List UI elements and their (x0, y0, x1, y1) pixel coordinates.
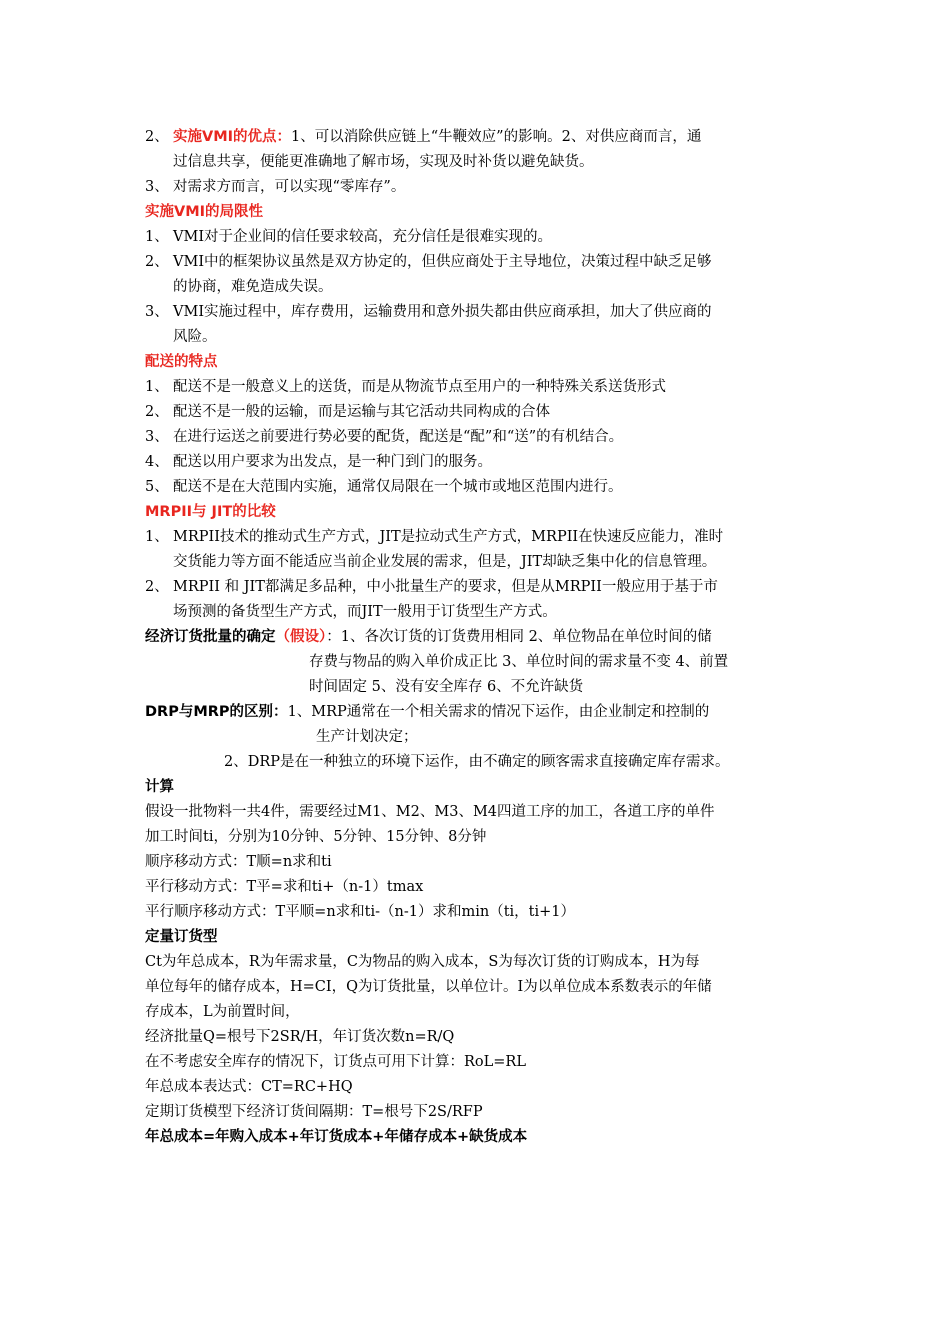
list-item (145, 250, 807, 300)
item-text: VMI中的框架协议虽然是双方协定的，但供应商处于主导地位，决策过程中缺乏足够 (173, 254, 712, 270)
list-item (145, 425, 807, 450)
item-number: 2、 (145, 129, 169, 145)
fixed-qty-line: 在不考虑安全库存的情况下，订货点可用下计算：RoL=RL (145, 1054, 526, 1070)
item-text: MRPII技术的推动式生产方式，JIT是拉动式生产方式，MRPII在快速反应能力，准时 (173, 529, 724, 545)
mrp-jit-list (145, 525, 807, 625)
item-number: 3、 (145, 304, 169, 320)
fixed-qty-line: 年总成本表达式：CT=RC+HQ (145, 1079, 353, 1095)
eoq-assumption-label: （假设） (275, 629, 327, 645)
calc-line: 顺序移动方式：T顺=n求和ti (145, 854, 332, 870)
fixed-qty-line: Ct为年总成本，R为年需求量，C为物品的购入成本，S为每次订货的订购成本，H为每 (145, 954, 700, 970)
drp-mrp-text: 1、MRP通常在一个相关需求的情况下运作，由企业制定和控制的 (287, 704, 710, 720)
drp-mrp-label: DRP与MRP的区别： (145, 704, 288, 720)
calc-line: 假设一批物料一共4件，需要经过M1、M2、M3、M4四道工序的加工，各道工序的单件 (145, 804, 715, 820)
drp-mrp-text: 生产计划决定； (316, 729, 418, 745)
eoq-text: ：1、各次订货的订货费用相同 2、单位物品在单位时间的储 (326, 629, 712, 645)
item-text: 场预测的备货型生产方式，而JIT一般用于订货型生产方式。 (173, 604, 557, 620)
list-item (145, 300, 807, 350)
item-text: VMI对于企业间的信任要求较高，充分信任是很难实现的。 (173, 229, 553, 245)
document-body (145, 125, 807, 1150)
fixed-qty-line: 单位每年的储存成本，H=CI，Q为订货批量，以单位计。I为以单位成本系数表示的年储 (145, 979, 712, 995)
section-heading-mrp-jit: MRPII与 JIT的比较 (145, 504, 276, 520)
item-text: 的协商，难免造成失误。 (173, 279, 333, 295)
item-text: 配送以用户要求为出发点，是一种门到门的服务。 (173, 454, 492, 470)
drp-mrp-block (145, 700, 807, 775)
delivery-list (145, 375, 807, 500)
list-item (145, 175, 807, 200)
list-item (145, 575, 807, 625)
fixed-qty-line: 定期订货模型下经济订货间隔期：T=根号下2S/RFP (145, 1104, 483, 1120)
item-text: 配送不是一般的运输，而是运输与其它活动共同构成的合体 (173, 404, 550, 420)
item-number: 1、 (145, 379, 169, 395)
item-text: 交货能力等方面不能适应当前企业发展的需求，但是，JIT却缺乏集中化的信息管理。 (173, 554, 717, 570)
fixed-qty-line: 经济批量Q=根号下2SR/H，年订货次数n=R/Q (145, 1029, 455, 1045)
item-number: 1、 (145, 529, 169, 545)
item-text: 过信息共享，便能更准确地了解市场，实现及时补货以避免缺货。 (173, 154, 594, 170)
eoq-block (145, 625, 807, 700)
item-text: 风险。 (173, 329, 217, 345)
total-cost-formula: 年总成本=年购入成本+年订货成本+年储存成本+缺货成本 (145, 1129, 528, 1145)
item-text: 1、可以消除供应链上“牛鞭效应”的影响。2、对供应商而言，通 (291, 129, 702, 145)
section-heading-delivery: 配送的特点 (145, 354, 218, 370)
list-item (145, 400, 807, 425)
item-text: VMI实施过程中，库存费用，运输费用和意外损失都由供应商承担，加大了供应商的 (173, 304, 712, 320)
vmi-advantages-label: 实施VMI的优点： (173, 129, 292, 145)
drp-mrp-text: 2、DRP是在一种独立的环境下运作，由不确定的顾客需求直接确定库存需求。 (224, 754, 730, 770)
vmi-limits-list (145, 225, 807, 350)
calc-line: 加工时间ti，分别为10分钟、5分钟、15分钟、8分钟 (145, 829, 487, 845)
fixed-qty-block (145, 950, 807, 1150)
section-heading-vmi-limits: 实施VMI的局限性 (145, 204, 264, 220)
list-item (145, 225, 807, 250)
item-text: 对需求方而言，可以实现“零库存”。 (173, 179, 406, 195)
section-heading-fixed-qty: 定量订货型 (145, 929, 218, 945)
item-number: 4、 (145, 454, 169, 470)
item-text: 配送不是一般意义上的送货，而是从物流节点至用户的一种特殊关系送货形式 (173, 379, 666, 395)
eoq-text: 时间固定 5、没有安全库存 6、不允许缺货 (309, 679, 584, 695)
section-heading-calc: 计算 (145, 779, 174, 795)
list-item (145, 525, 807, 575)
item-number: 2、 (145, 404, 169, 420)
item-text: 配送不是在大范围内实施，通常仅局限在一个城市或地区范围内进行。 (173, 479, 623, 495)
list-item (145, 450, 807, 475)
calc-block (145, 800, 807, 925)
item-number: 3、 (145, 179, 169, 195)
calc-line: 平行移动方式：T平=求和ti+（n-1）tmax (145, 879, 424, 895)
calc-line: 平行顺序移动方式：T平顺=n求和ti-（n-1）求和min（ti，ti+1） (145, 904, 576, 920)
item-number: 2、 (145, 579, 169, 595)
list-item (145, 375, 807, 400)
eoq-label: 经济订货批量的确定 (145, 629, 276, 645)
item-text: MRPII 和 JIT都满足多品种，中小批量生产的要求，但是从MRPII一般应用于基于市 (173, 579, 718, 595)
fixed-qty-line: 存成本，L为前置时间， (145, 1004, 300, 1020)
item-text: 在进行运送之前要进行势必要的配货，配送是“配”和“送”的有机结合。 (173, 429, 624, 445)
list-item (145, 125, 807, 175)
item-number: 5、 (145, 479, 169, 495)
eoq-text: 存费与物品的购入单价成正比 3、单位时间的需求量不变 4、前置 (309, 654, 729, 670)
item-number: 3、 (145, 429, 169, 445)
list-item (145, 475, 807, 500)
item-number: 2、 (145, 254, 169, 270)
item-number: 1、 (145, 229, 169, 245)
